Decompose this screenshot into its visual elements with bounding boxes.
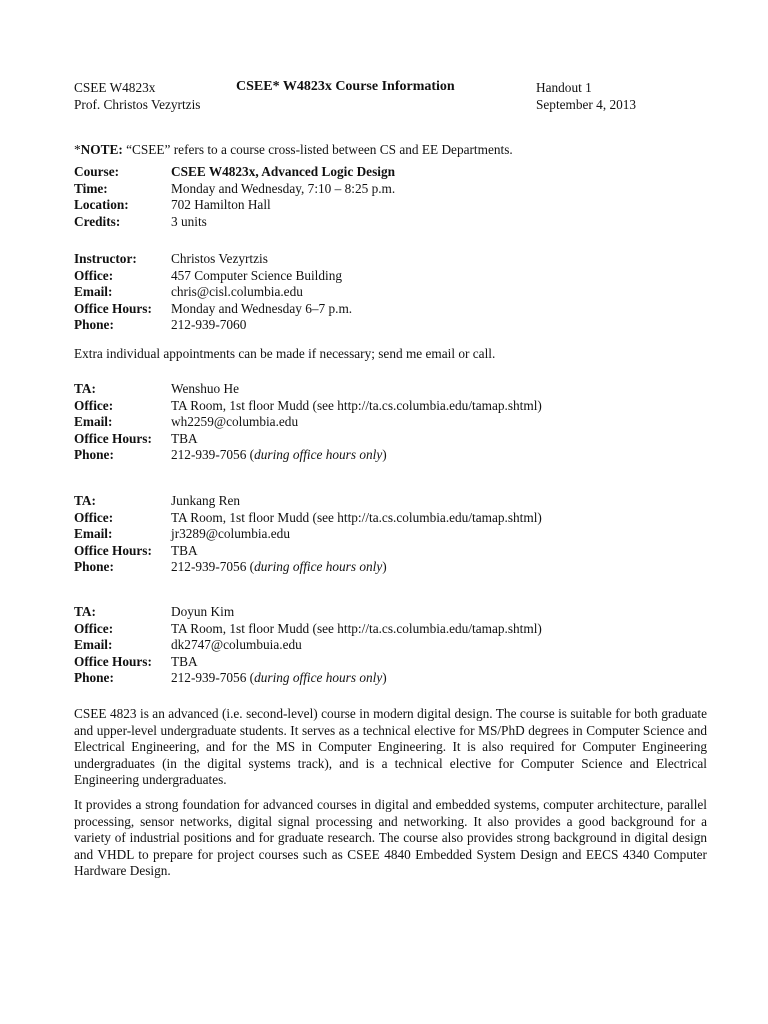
ta-phone-number: 212-939-7056 ( [171, 447, 255, 463]
ta-phone-number: 212-939-7056 ( [171, 559, 255, 575]
ta-hours-value: TBA [171, 430, 198, 446]
ta-label: TA: [74, 493, 96, 508]
phone-value: 212-939-7060 [171, 317, 247, 333]
ta-hours-label: Office Hours: [74, 542, 152, 558]
ta-phone-close: ) [382, 559, 387, 575]
course-description-paragraph: CSEE 4823 is an advanced (i.e. second-level) course in modern digital design. The course is suitable for both graduate and upper-level undergraduate students. It serves as a technical elective for MS/PhD degrees in Computer Science and Electrical Engineering, and for the MS in Computer Engineering. It is also required for Computer Engineering undergraduates (in the digital systems track), and is a technical elective for Computer Science and Electrical Engineering undergraduates. [74, 706, 707, 788]
document-date: September 4, 2013 [536, 97, 637, 112]
instructor-value: Christos Vezyrtzis [171, 251, 268, 266]
ta-email-value: wh2259@columbia.edu [171, 414, 299, 430]
course-foundation-paragraph: It provides a strong foundation for advanced courses in digital and embedded systems, computer architecture, parallel processing, sensor networks, digital signal processing and networking. It also provides a good background for a variety of industrial positions and for graduate research. The course also provides strong background in digital design and VHDL to prepare for project courses such as CSEE 4840 Embedded System Design and EECS 4340 Computer Hardware Design. [74, 797, 707, 879]
office-label: Office: [74, 267, 114, 283]
ta-email-label: Email: [74, 526, 113, 542]
ta-name: Doyun Kim [171, 604, 235, 619]
instructor-label: Instructor: [74, 251, 137, 266]
ta-phone-note: during office hours only [254, 559, 383, 575]
ta-phone-note: during office hours only [254, 670, 383, 686]
professor-name: Prof. Christos Vezyrtzis [74, 97, 201, 112]
ta-office-label: Office: [74, 620, 114, 636]
credits-value: 3 units [171, 213, 207, 229]
ta-hours-value: TBA [171, 653, 198, 669]
handout-number: Handout 1 [536, 80, 592, 95]
course-value: CSEE W4823x, Advanced Logic Design [171, 164, 395, 179]
email-value: chris@cisl.columbia.edu [171, 284, 303, 300]
time-label: Time: [74, 180, 108, 196]
hours-value: Monday and Wednesday 6–7 p.m. [171, 300, 353, 316]
note-asterisk: * [74, 142, 81, 157]
ta-office-label: Office: [74, 397, 114, 413]
ta-name: Junkang Ren [171, 493, 241, 508]
ta-phone-label: Phone: [74, 559, 114, 575]
ta-phone-label: Phone: [74, 670, 114, 686]
ta-office-value: TA Room, 1st floor Mudd (see http://ta.cs.columbia.edu/tamap.shtml) [171, 397, 542, 413]
ta-label: TA: [74, 604, 96, 619]
ta-phone-value [171, 670, 387, 687]
location-label: Location: [74, 197, 129, 213]
ta-phone-value [171, 447, 387, 464]
email-label: Email: [74, 284, 113, 300]
ta-hours-label: Office Hours: [74, 653, 152, 669]
phone-label: Phone: [74, 317, 114, 333]
cross-list-note [74, 142, 513, 159]
course-label: Course: [74, 164, 120, 179]
office-value: 457 Computer Science Building [171, 267, 342, 283]
extra-appointments-note: Extra individual appointments can be made if necessary; send me email or call. [74, 346, 496, 361]
ta-phone-number: 212-939-7056 ( [171, 670, 255, 686]
ta-hours-value: TBA [171, 542, 198, 558]
ta-phone-close: ) [382, 670, 387, 686]
ta-office-value: TA Room, 1st floor Mudd (see http://ta.cs.columbia.edu/tamap.shtml) [171, 509, 542, 525]
time-value: Monday and Wednesday, 7:10 – 8:25 p.m. [171, 180, 396, 196]
ta-email-label: Email: [74, 637, 113, 653]
ta-name: Wenshuo He [171, 381, 239, 396]
ta-email-value: jr3289@columbia.edu [171, 526, 290, 542]
hours-label: Office Hours: [74, 300, 152, 316]
ta-phone-note: during office hours only [254, 447, 383, 463]
ta-office-label: Office: [74, 509, 114, 525]
ta-office-value: TA Room, 1st floor Mudd (see http://ta.cs.columbia.edu/tamap.shtml) [171, 620, 542, 636]
ta-phone-value [171, 559, 387, 576]
ta-hours-label: Office Hours: [74, 430, 152, 446]
ta-label: TA: [74, 381, 96, 396]
location-value: 702 Hamilton Hall [171, 197, 271, 213]
ta-email-value: dk2747@columbuia.edu [171, 637, 302, 653]
note-text: “CSEE” refers to a course cross-listed between CS and EE Departments. [122, 142, 513, 157]
ta-phone-label: Phone: [74, 447, 114, 463]
ta-email-label: Email: [74, 414, 113, 430]
note-label: NOTE: [80, 142, 123, 157]
ta-phone-close: ) [382, 447, 387, 463]
course-code: CSEE W4823x [74, 80, 156, 95]
document-title: CSEE* W4823x Course Information [236, 79, 455, 94]
credits-label: Credits: [74, 213, 121, 229]
